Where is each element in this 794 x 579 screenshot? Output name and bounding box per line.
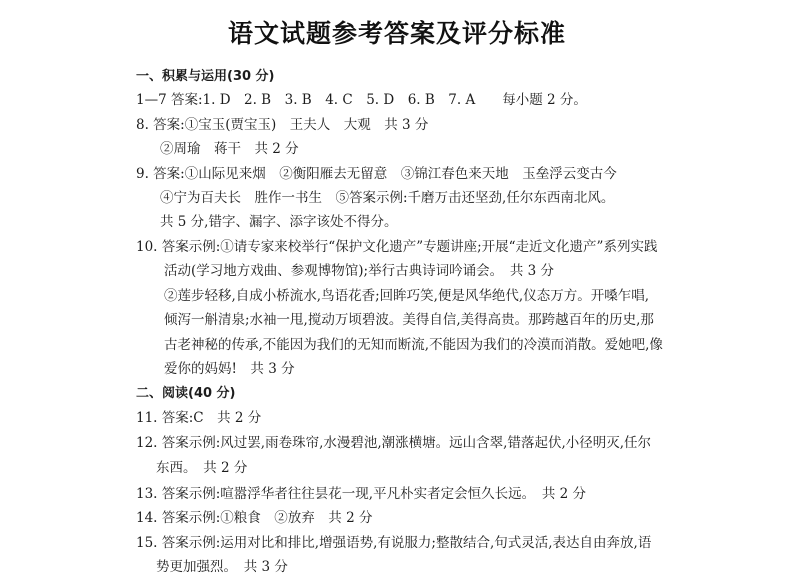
answer-line: 10. 答案示例:①请专家来校举行“保护文化遗产”专题讲座;开展“走近文化遗产”系列实践 [136, 239, 658, 255]
answer-line: 共 5 分,错字、漏字、添字该处不得分。 [160, 214, 398, 230]
answer-line: 12. 答案示例:风过罢,雨卷珠帘,水漫碧池,潮涨横塘。远山含翠,错落起伏,小径明灭,任尔 [136, 435, 652, 451]
answer-line: ②莲步轻移,自成小桥流水,鸟语花香;回眸巧笑,便是风华绝代,仪态万方。开嗓乍唱, [164, 288, 650, 304]
answer-line: 9. 答案:①山际见来烟 ②衡阳雁去无留意 ③锦江春色来天地 玉垒浮云变古今 [136, 166, 617, 182]
section-heading-1: 一、积累与运用(30 分) [136, 69, 275, 84]
answer-line: 8. 答案:①宝玉(贾宝玉) 王夫人 大观 共 3 分 [136, 117, 429, 133]
answer-line: 15. 答案示例:运用对比和排比,增强语势,有说服力;整散结合,句式灵活,表达自由奔放,语 [136, 535, 652, 551]
answer-line: 古老神秘的传承,不能因为我们的无知而断流,不能因为我们的冷漠而消散。爱她吧,像 [164, 337, 663, 353]
answer-line: 1—7 答案:1. D 2. B 3. B 4. C 5. D 6. B 7. A 每小题 2 分。 [136, 92, 587, 108]
answer-line: 13. 答案示例:喧嚣浮华者往往昙花一现,平凡朴实者定会恒久长远。 共 2 分 [136, 486, 587, 502]
page-title: 语文试题参考答案及评分标准 [227, 19, 566, 48]
answer-line: 东西。 共 2 分 [156, 460, 248, 476]
answer-line: ②周瑜 蒋干 共 2 分 [160, 141, 299, 157]
answer-line: 活动(学习地方戏曲、参观博物馆);举行古典诗词吟诵会。 共 3 分 [164, 263, 555, 279]
answer-line: 势更加强烈。 共 3 分 [156, 559, 288, 575]
answer-line: 14. 答案示例:①粮食 ②放弃 共 2 分 [136, 510, 373, 526]
answer-line: 倾泻一斛清泉;水袖一甩,搅动万顷碧波。美得自信,美得高贵。那跨越百年的历史,那 [164, 312, 654, 328]
answer-line: 11. 答案:C 共 2 分 [136, 410, 262, 426]
answer-line: 爱你的妈妈! 共 3 分 [164, 361, 295, 377]
section-heading-2: 二、阅读(40 分) [136, 386, 236, 401]
answer-line: ④宁为百夫长 胜作一书生 ⑤答案示例:千磨万击还坚劲,任尔东西南北风。 [160, 190, 615, 206]
